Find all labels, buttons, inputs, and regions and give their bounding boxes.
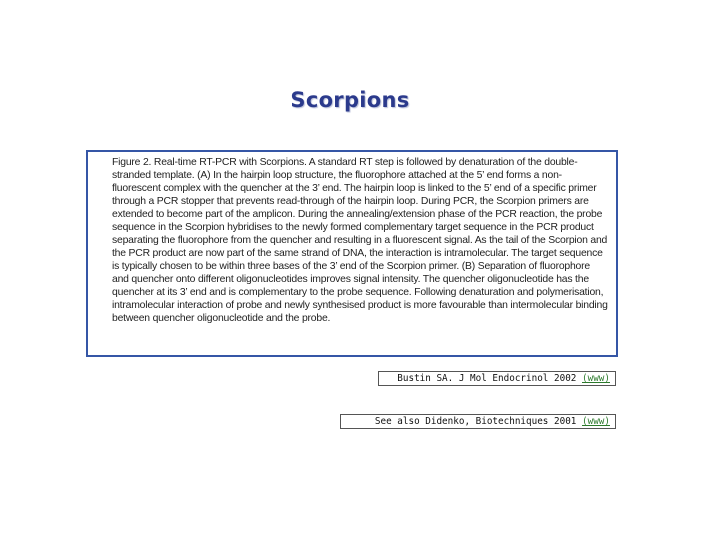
reference-bustin-text: Bustin SA. J Mol Endocrinol 2002 [397,373,582,384]
reference-bustin-www-link[interactable]: (www) [582,373,610,384]
reference-didenko [340,414,616,429]
figure-caption-box [86,150,618,357]
reference-bustin [378,371,616,386]
reference-didenko-text: See also Didenko, Biotechniques 2001 [374,416,582,427]
slide-title: Scorpions [290,88,410,112]
figure-caption-text: Figure 2. Real-time RT-PCR with Scorpions. A standard RT step is followed by denaturation of the double-stranded template. (A) In the hairpin loop structure, the fluorophore attached at the 5’ end forms a non-fluorescent complex with the quencher at the 3’ end. The hairpin loop is linked to the 5’ end of a specific primer through a PCR stopper that prevents read-through of the hairpin loop. During PCR, the Scorpion primers are extended to become part of the amplicon. During the annealing/extension phase of the PCR reaction, the probe sequence in the Scorpion hybridises to the newly formed complementary target sequence in the PCR product separating the fluorophore from the quencher and resulting in a fluorescent signal. As the tail of the Scorpion and the PCR product are now part of the same strand of DNA, the interaction is intramolecular. The target sequence is typically chosen to be within three bases of the 3’ end of the Scorpion primer. (B) Separation of fluorophore and quencher onto different oligonucleotides improves signal intensity. The quencher oligonucleotide has the quencher at its 3’ end and is complementary to the probe sequence. Following denaturation and polymerisation, intramolecular interaction of probe and newly synthesised product is more favourable than intermolecular binding between quencher oligonucleotide and the probe. [112,157,608,324]
reference-didenko-www-link[interactable]: (www) [582,416,610,427]
